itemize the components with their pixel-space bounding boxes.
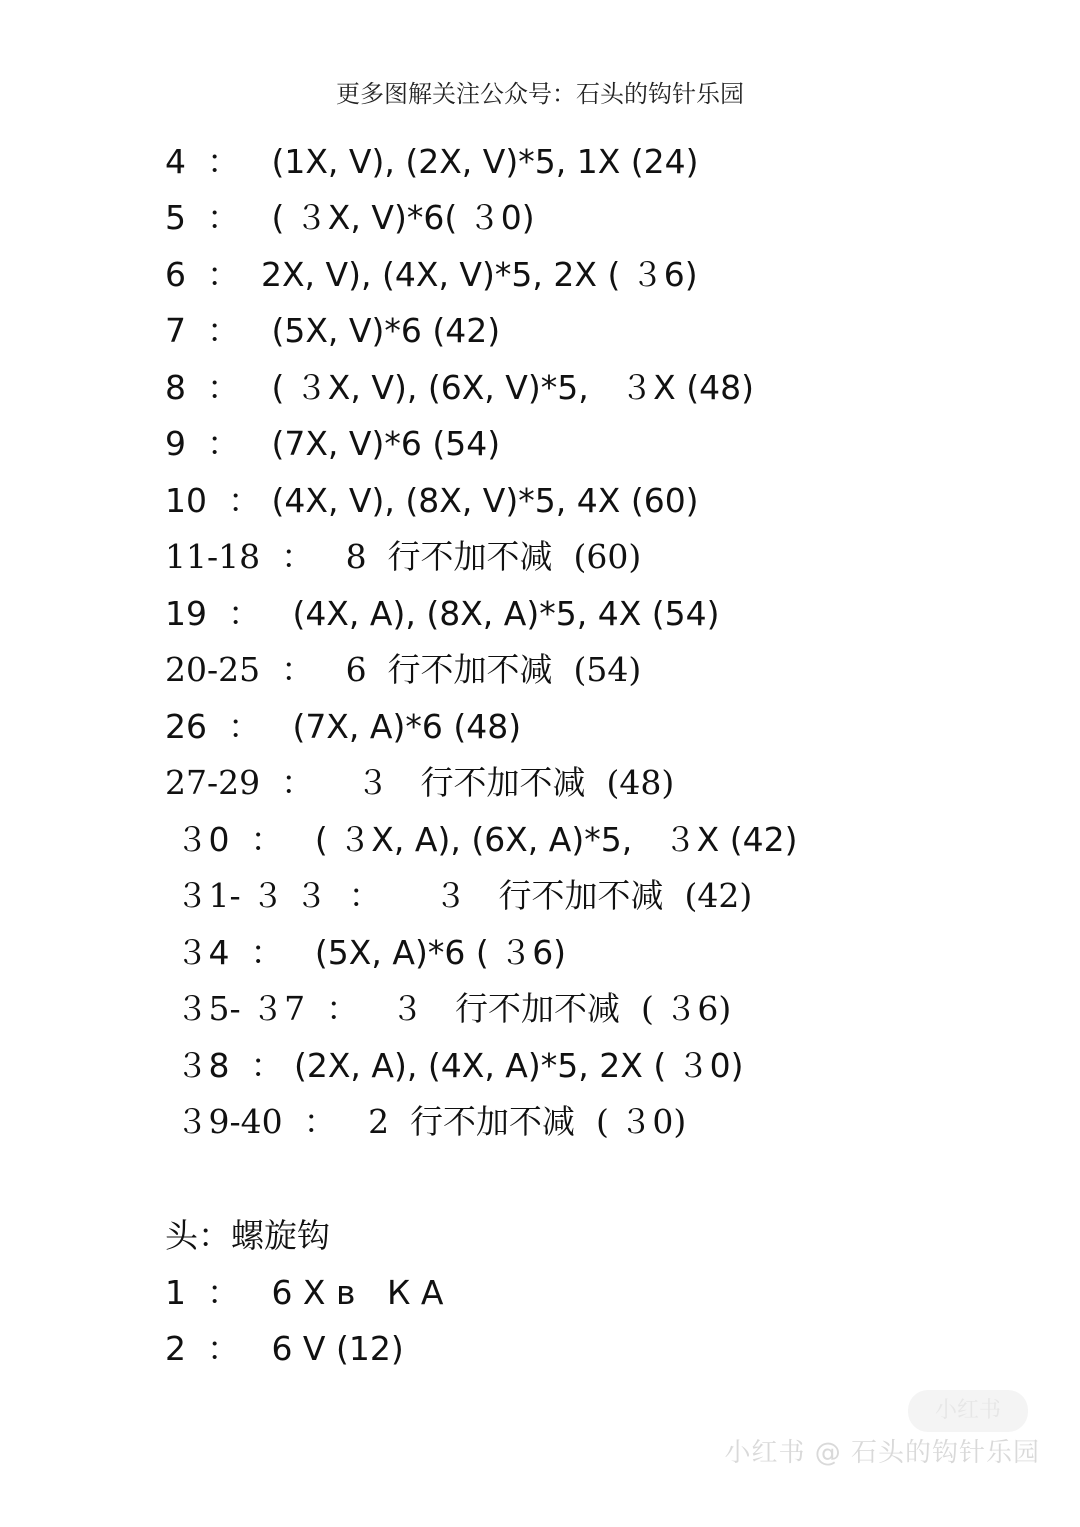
row-4: 4 ： (1X, V), (2X, V)*5, 1X (24) bbox=[165, 142, 699, 181]
row-6: 6 ： 2X, V), (4X, V)*5, 2X ( ３6) bbox=[165, 255, 698, 294]
row-7: 7 ： (5X, V)*6 (42) bbox=[165, 311, 501, 350]
row-20-25: 20-25 ： 6 行不加不减 (54) bbox=[165, 650, 642, 689]
row-39-40: ３9-40 ： 2 行不加不减 ( ３0) bbox=[165, 1102, 687, 1141]
row-30: ３0 ： ( ３X, A), (6X, A)*5, ３X (42) bbox=[165, 820, 798, 859]
row-31-33: ３1- ３ ３ ： ３ 行不加不减 (42) bbox=[165, 876, 753, 915]
head-section-title: 头：螺旋钩 bbox=[165, 1216, 330, 1255]
row-35-37: ３5- ３7 ： ３ 行不加不减 ( ３6) bbox=[165, 989, 732, 1028]
watermark-text: 小红书 @ 石头的钩针乐园 bbox=[724, 1438, 1040, 1468]
page-header: 更多图解关注公众号：石头的钩针乐园 bbox=[336, 80, 744, 108]
row-5: 5 ： ( ３X, V)*6( ３0) bbox=[165, 198, 535, 237]
row-9: 9 ： (7X, V)*6 (54) bbox=[165, 424, 501, 463]
row-10: 10 ： (4X, V), (8X, V)*5, 4X (60) bbox=[165, 481, 699, 520]
watermark-logo: 小红书 bbox=[908, 1390, 1028, 1432]
row-11-18: 11-18 ： 8 行不加不减 (60) bbox=[165, 537, 642, 576]
row-38: ３8 ： (2X, A), (4X, A)*5, 2X ( ３0) bbox=[165, 1046, 744, 1085]
head-row-1: 1 ： 6 X в К А bbox=[165, 1273, 444, 1312]
head-row-2: 2 ： 6 V (12) bbox=[165, 1329, 404, 1368]
row-26: 26 ： (7X, A)*6 (48) bbox=[165, 707, 522, 746]
row-19: 19 ： (4X, A), (8X, A)*5, 4X (54) bbox=[165, 594, 720, 633]
row-34: ３4 ： (5X, A)*6 ( ３6) bbox=[165, 933, 567, 972]
row-27-29: 27-29 ： ３ 行不加不减 (48) bbox=[165, 763, 675, 802]
row-8: 8 ： ( ３X, V), (6X, V)*5, ３X (48) bbox=[165, 368, 755, 407]
